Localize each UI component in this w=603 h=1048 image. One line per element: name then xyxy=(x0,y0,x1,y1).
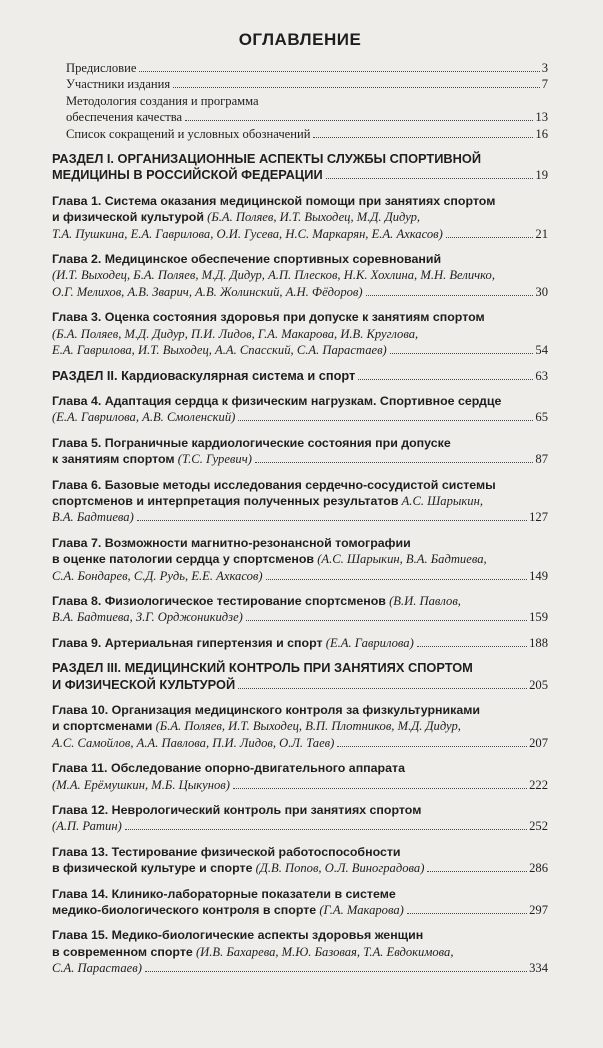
chapter-authors: А.С. Самойлов, А.А. Павлова, П.И. Лидов, О.Л. Таев) xyxy=(52,735,335,750)
section-heading-line: РАЗДЕЛ I. ОРГАНИЗАЦИОННЫЕ АСПЕКТЫ СЛУЖБЫ СПОРТИВНОЙ xyxy=(52,151,482,167)
dot-leader xyxy=(173,87,540,88)
chapter-title: Глава 10. Организация медицинского контроля за физкультурниками xyxy=(52,703,480,717)
toc-chapter-4[interactable] xyxy=(52,393,548,426)
chapter-title: Глава 8. Физиологическое тестирование спортсменов xyxy=(52,593,386,608)
toc-entry-participants[interactable] xyxy=(52,76,548,92)
section-heading-line: РАЗДЕЛ III. МЕДИЦИНСКИЙ КОНТРОЛЬ ПРИ ЗАНЯТИЯХ СПОРТОМ xyxy=(52,660,473,676)
entry-label: Участники издания xyxy=(66,77,171,92)
page-title: ОГЛАВЛЕНИЕ xyxy=(238,30,362,49)
dot-leader xyxy=(238,420,533,421)
page-number: 13 xyxy=(535,110,548,125)
chapter-title: Глава 1. Система оказания медицинской помощи при занятиях спортом xyxy=(52,193,496,208)
toc-entry-abbreviations[interactable] xyxy=(52,126,548,142)
chapter-authors: (Т.С. Гуревич) xyxy=(177,452,252,467)
chapter-title: Глава 12. Неврологический контроль при занятиях спортом xyxy=(52,803,422,818)
dot-leader xyxy=(139,71,539,72)
page-number: 207 xyxy=(529,735,548,750)
toc-entry-methodology[interactable] xyxy=(52,93,548,126)
dot-leader xyxy=(390,353,534,354)
page-number: 205 xyxy=(529,677,548,692)
chapter-title: Глава 14. Клинико-лабораторные показатели в системе xyxy=(52,886,396,901)
chapter-authors: Е.А. Гаврилова, И.Т. Выходец, А.А. Спасский, С.А. Парастаев) xyxy=(52,343,387,358)
page-number: 286 xyxy=(529,861,548,876)
toc-chapter-3[interactable] xyxy=(52,309,548,358)
section-heading: МЕДИЦИНЫ В РОССИЙСКОЙ ФЕДЕРАЦИИ xyxy=(52,167,323,183)
section-heading: РАЗДЕЛ II. Кардиоваскулярная система и спорт xyxy=(52,367,356,383)
chapter-title-cont: к занятиям спортом xyxy=(52,452,175,467)
dot-leader xyxy=(233,788,527,789)
chapter-authors: В.А. Бадтиева, З.Г. Орджоникидзе) xyxy=(52,610,243,625)
chapter-authors: (М.А. Ерёмушкин, М.Б. Цыкунов) xyxy=(52,777,230,792)
chapter-authors: А.С. Шарыкин, xyxy=(401,493,483,508)
dot-leader xyxy=(337,746,527,747)
toc-chapter-5[interactable] xyxy=(52,435,548,468)
toc-chapter-11[interactable] xyxy=(52,760,548,793)
chapter-authors: (Б.А. Поляев, И.Т. Выходец, В.П. Плотников, М.Д. Дидур, xyxy=(155,719,461,734)
chapter-authors: О.Г. Мелихов, А.В. Зварич, А.В. Жолинский, А.Н. Фёдоров) xyxy=(52,284,363,299)
dot-leader xyxy=(427,871,527,872)
dot-leader xyxy=(137,520,527,521)
toc-section-3[interactable] xyxy=(52,660,548,693)
page-number: 63 xyxy=(535,368,548,383)
page-number: 87 xyxy=(535,452,548,467)
chapter-authors: (Е.А. Гаврилова, А.В. Смоленский) xyxy=(52,410,236,425)
chapter-title: Глава 6. Базовые методы исследования сердечно-сосудистой системы xyxy=(52,477,496,492)
page-number: 21 xyxy=(535,226,548,241)
dot-leader xyxy=(185,120,533,121)
chapter-title-cont: и спортсменами xyxy=(52,719,153,734)
chapter-title-cont: в оценке патологии сердца у спортсменов xyxy=(52,552,315,567)
chapter-title: Глава 15. Медико-биологические аспекты здоровья женщин xyxy=(52,928,424,943)
toc-chapter-1[interactable] xyxy=(52,193,548,242)
toc-chapter-2[interactable] xyxy=(52,251,548,300)
chapter-authors: (И.В. Бахарева, М.Ю. Базовая, Т.А. Евдокимова, xyxy=(195,944,454,959)
page-number: 65 xyxy=(535,410,548,425)
page-number: 222 xyxy=(529,777,548,792)
section-heading: И ФИЗИЧЕСКОЙ КУЛЬТУРОЙ xyxy=(52,676,236,692)
chapter-title: Глава 9. Артериальная гипертензия и спорт xyxy=(52,635,323,650)
chapter-authors: (Д.В. Попов, О.Л. Виноградова) xyxy=(255,861,425,876)
chapter-authors: В.А. Бадтиева) xyxy=(52,510,134,525)
page-number: 297 xyxy=(529,903,548,918)
page-number: 252 xyxy=(529,819,548,834)
chapter-title: Глава 3. Оценка состояния здоровья при допуске к занятиям спортом xyxy=(52,310,485,325)
toc-chapter-14[interactable] xyxy=(52,886,548,919)
chapter-authors: (Б.А. Поляев, М.Д. Дидур, П.И. Лидов, Г.А. Макарова, И.В. Круглова, xyxy=(52,326,419,341)
toc-chapter-10[interactable] xyxy=(52,702,548,751)
chapter-authors: (Е.А. Гаврилова) xyxy=(325,635,414,650)
entry-label: Список сокращений и условных обозначений xyxy=(66,126,311,141)
toc-section-1[interactable] xyxy=(52,151,548,184)
page-number: 54 xyxy=(535,343,548,358)
toc-chapter-9[interactable] xyxy=(52,635,548,651)
toc-chapter-7[interactable] xyxy=(52,535,548,584)
page-number: 159 xyxy=(529,610,548,625)
dot-leader xyxy=(238,688,527,689)
dot-leader xyxy=(266,579,528,580)
chapter-title-cont: и физической культурой xyxy=(52,210,204,225)
dot-leader xyxy=(417,646,527,647)
toc-chapter-8[interactable] xyxy=(52,593,548,626)
chapter-authors: (Б.А. Поляев, И.Т. Выходец, М.Д. Дидур, xyxy=(207,210,421,225)
chapter-authors: С.А. Парастаев) xyxy=(52,961,142,976)
chapter-title: Глава 5. Пограничные кардиологические состояния при допуске xyxy=(52,435,451,450)
chapter-authors: (В.И. Павлов, xyxy=(389,593,461,608)
chapter-title: Глава 11. Обследование опорно-двигательного аппарата xyxy=(52,761,405,776)
toc-chapter-13[interactable] xyxy=(52,844,548,877)
chapter-title-cont: спортсменов и интерпретация полученных результатов xyxy=(52,493,399,508)
entry-label-line: Методология создания и программа xyxy=(66,93,259,108)
dot-leader xyxy=(366,295,534,296)
chapter-authors: (Г.А. Макарова) xyxy=(319,903,404,918)
page-number: 188 xyxy=(529,635,548,650)
toc-section-2[interactable] xyxy=(52,368,548,384)
page-number: 127 xyxy=(529,510,548,525)
chapter-authors: С.А. Бондарев, С.Д. Рудь, Е.Е. Ахкасов) xyxy=(52,568,263,583)
toc-chapter-15[interactable] xyxy=(52,927,548,976)
page-number: 30 xyxy=(535,284,548,299)
dot-leader xyxy=(358,379,533,380)
page-number: 3 xyxy=(541,61,548,75)
chapter-authors: (И.Т. Выходец, Б.А. Поляев, М.Д. Дидур, А.П. Плесков, Н.К. Хохлина, М.Н. Величко, xyxy=(52,268,495,283)
dot-leader xyxy=(255,462,534,463)
page-number: 19 xyxy=(535,168,548,183)
page-number: 16 xyxy=(535,126,548,141)
dot-leader xyxy=(326,178,534,179)
dot-leader xyxy=(246,620,527,621)
toc-chapter-12[interactable] xyxy=(52,802,548,835)
chapter-title-cont: в современном спорте xyxy=(52,944,193,959)
page-number: 149 xyxy=(529,568,548,583)
page-number: 7 xyxy=(541,77,548,92)
chapter-authors: (А.С. Шарыкин, В.А. Бадтиева, xyxy=(317,552,487,567)
dot-leader xyxy=(446,237,534,238)
chapter-authors: Т.А. Пушкина, Е.А. Гаврилова, О.И. Гусева, Н.С. Маркарян, Е.А. Ахкасов) xyxy=(52,226,443,241)
toc-chapter-6[interactable] xyxy=(52,477,548,526)
dot-leader xyxy=(313,137,533,138)
chapter-title: Глава 2. Медицинское обеспечение спортивных соревнований xyxy=(52,252,442,267)
dot-leader xyxy=(125,829,527,830)
toc-entry-preface[interactable] xyxy=(52,60,548,76)
chapter-title: Глава 4. Адаптация сердца к физическим нагрузкам. Спортивное сердце xyxy=(52,393,502,408)
chapter-title-cont: в физической культуре и спорте xyxy=(52,861,253,876)
chapter-title: Глава 13. Тестирование физической работоспособности xyxy=(52,844,401,859)
chapter-authors: (А.П. Ратин) xyxy=(52,819,122,834)
entry-label: обеспечения качества xyxy=(66,110,183,125)
dot-leader xyxy=(407,913,527,914)
chapter-title: Глава 7. Возможности магнитно-резонансной томографии xyxy=(52,535,411,550)
chapter-title-cont: медико-биологического контроля в спорте xyxy=(52,903,317,918)
entry-label: Предисловие xyxy=(66,61,137,75)
page-number: 334 xyxy=(529,961,548,976)
dot-leader xyxy=(145,971,527,972)
